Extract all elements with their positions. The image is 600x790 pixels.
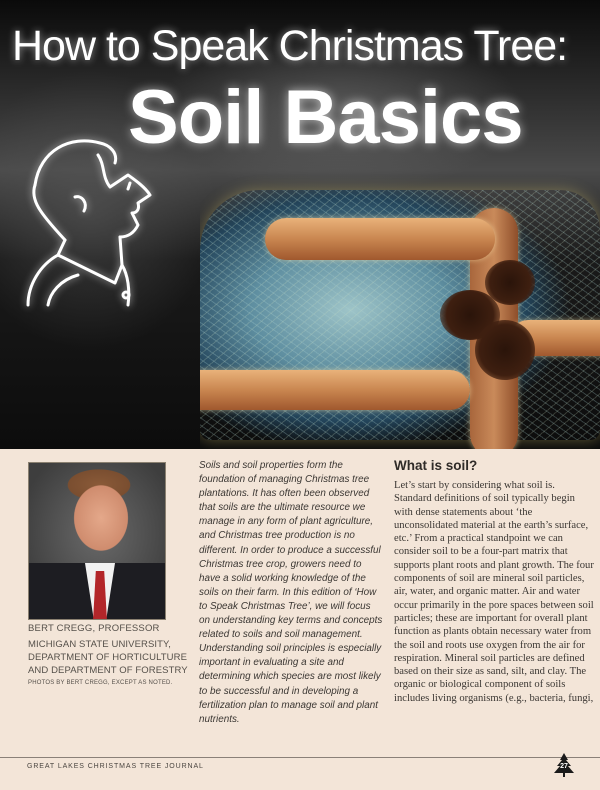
- root-lower: [200, 370, 470, 410]
- title-line-2: Soil Basics: [128, 75, 523, 160]
- intro-paragraph: Soils and soil properties form the foundation of managing Christmas tree plantations. It has often been observed that soils are the ultimate resource we manage in any form of plant agriculture, and Christmas tree production is no different. In order to produce a successful Christmas tree crop, growers need to have a solid working knowledge of the soils on their farm. In this edition of ‘How to Speak Christmas Tree’, we will focus on understanding key terms and concepts related to soils and soil management. Understanding soil principles is especially important in evaluating a site and determining which species are most likely to be successful and in developing a fertilization plan to manage soil and plant nutrients.: [199, 460, 383, 725]
- photo-credit: PHOTOS BY BERT CREGG, EXCEPT AS NOTED.: [28, 680, 173, 686]
- root-upper: [265, 218, 495, 260]
- section-heading: What is soil?: [394, 458, 478, 473]
- section-body: Let’s start by considering what soil is. Standard definitions of soil typically begin with dense statements about ‘the unconsolidated material at the earth’s surface, etc.’ From a practical standpoint we can consider soil to be a four-part matrix that supports plant roots and plant growth. The four components of soil are mineral soil particles, air, water, and organic matter. Air and water occur primarily in the pore spaces between soil particles; these are important for overall plant function as plants obtain necessary water from the soil and roots use oxygen from the air for respiration. Mineral soil particles are defined based on their size as sand, silt, and clay. The organic or biological component of soils includes living organisms (e.g., bacteria, fungi,: [394, 480, 594, 704]
- footer-divider: [0, 757, 600, 758]
- author-portrait: [28, 462, 166, 620]
- journal-name: GREAT LAKES CHRISTMAS TREE JOURNAL: [27, 763, 204, 770]
- author-name: BERT CREGG, PROFESSOR: [28, 623, 160, 634]
- soil-root-photo: [200, 170, 600, 449]
- soil-clump: [475, 320, 535, 380]
- page-number: 27: [560, 763, 568, 770]
- author-affiliation: MICHIGAN STATE UNIVERSITY, DEPARTMENT OF HORTICULTURE AND DEPARTMENT OF FORESTRY: [28, 639, 188, 676]
- title-line-1: How to Speak Christmas Tree:: [12, 22, 568, 70]
- soil-clump: [485, 260, 535, 305]
